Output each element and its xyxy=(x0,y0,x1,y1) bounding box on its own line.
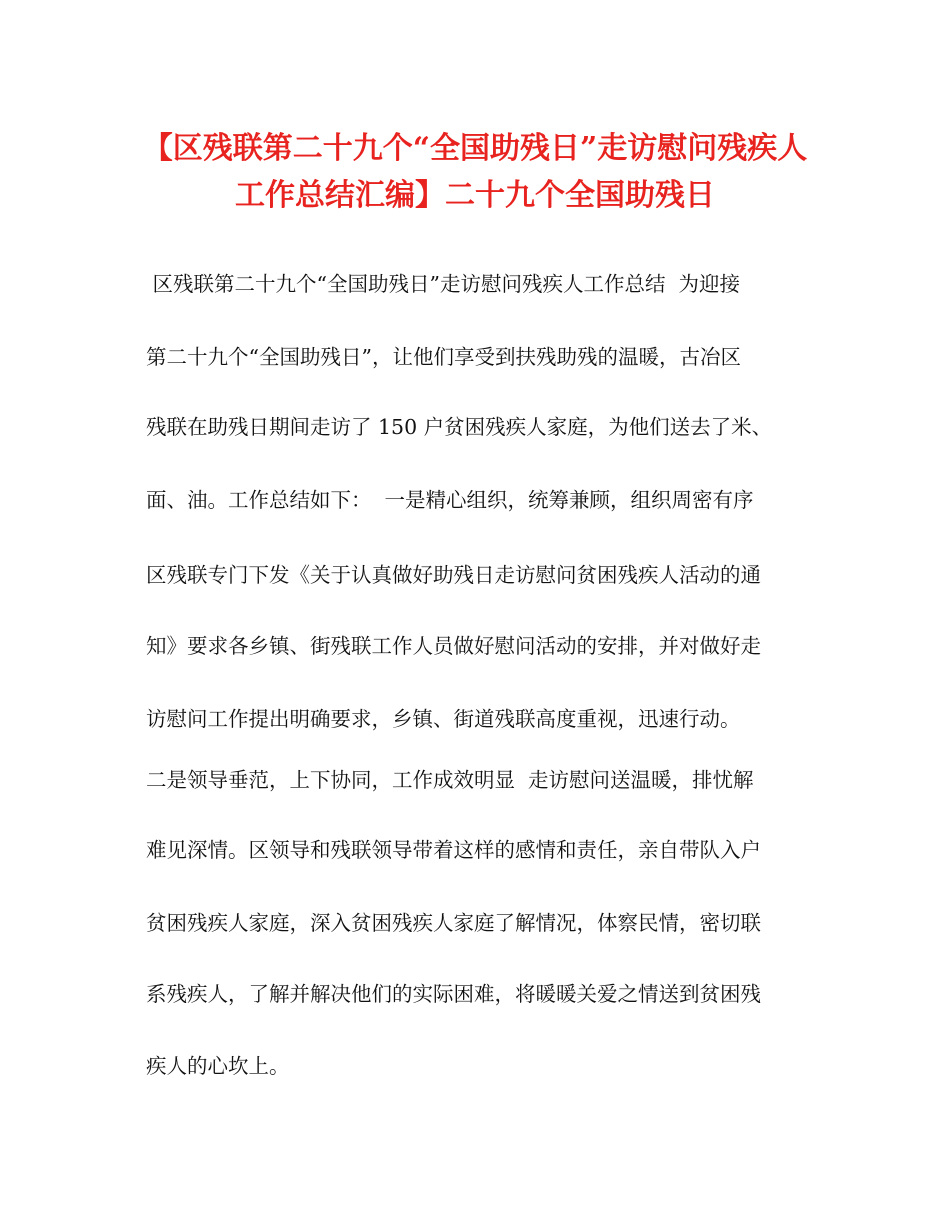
body-line-5: 区残联专门下发《关于认真做好助残日走访慰问贫困残疾人活动的通 xyxy=(146,563,761,587)
body-line-12: 疾人的心坎上。 xyxy=(146,1054,290,1078)
body-line-1: 区残联第二十九个“全国助残日”走访慰问残疾人工作总结 为迎接 xyxy=(146,272,741,296)
document-title-line-2: 工作总结汇编】二十九个全国助残日 xyxy=(235,178,715,213)
body-line-6: 知》要求各乡镇、街残联工作人员做好慰问活动的安排，并对做好走 xyxy=(146,634,761,658)
body-line-10: 贫困残疾人家庭，深入贫困残疾人家庭了解情况，体察民情，密切联 xyxy=(146,911,761,935)
body-line-11: 系残疾人，了解并解决他们的实际困难，将暖暖关爱之情送到贫困残 xyxy=(146,982,761,1006)
body-line-2: 第二十九个“全国助残日”，让他们享受到扶残助残的温暖，古冶区 xyxy=(146,345,741,369)
body-line-4: 面、油。工作总结如下： 一是精心组织，统筹兼顾，组织周密有序 xyxy=(146,488,754,512)
document-title-line-1: 【区残联第二十九个“全国助残日”走访慰问残疾人 xyxy=(142,131,808,166)
body-line-9: 难见深情。区领导和残联领导带着这样的感情和责任，亲自带队入户 xyxy=(146,838,761,862)
body-line-7: 访慰问工作提出明确要求，乡镇、街道残联高度重视，迅速行动。 xyxy=(146,707,741,731)
body-line-3: 残联在助残日期间走访了 150 户贫困残疾人家庭，为他们送去了米、 xyxy=(146,415,773,439)
body-line-8: 二是领导垂范，上下协同，工作成效明显 走访慰问送温暖，排忧解 xyxy=(146,768,754,792)
